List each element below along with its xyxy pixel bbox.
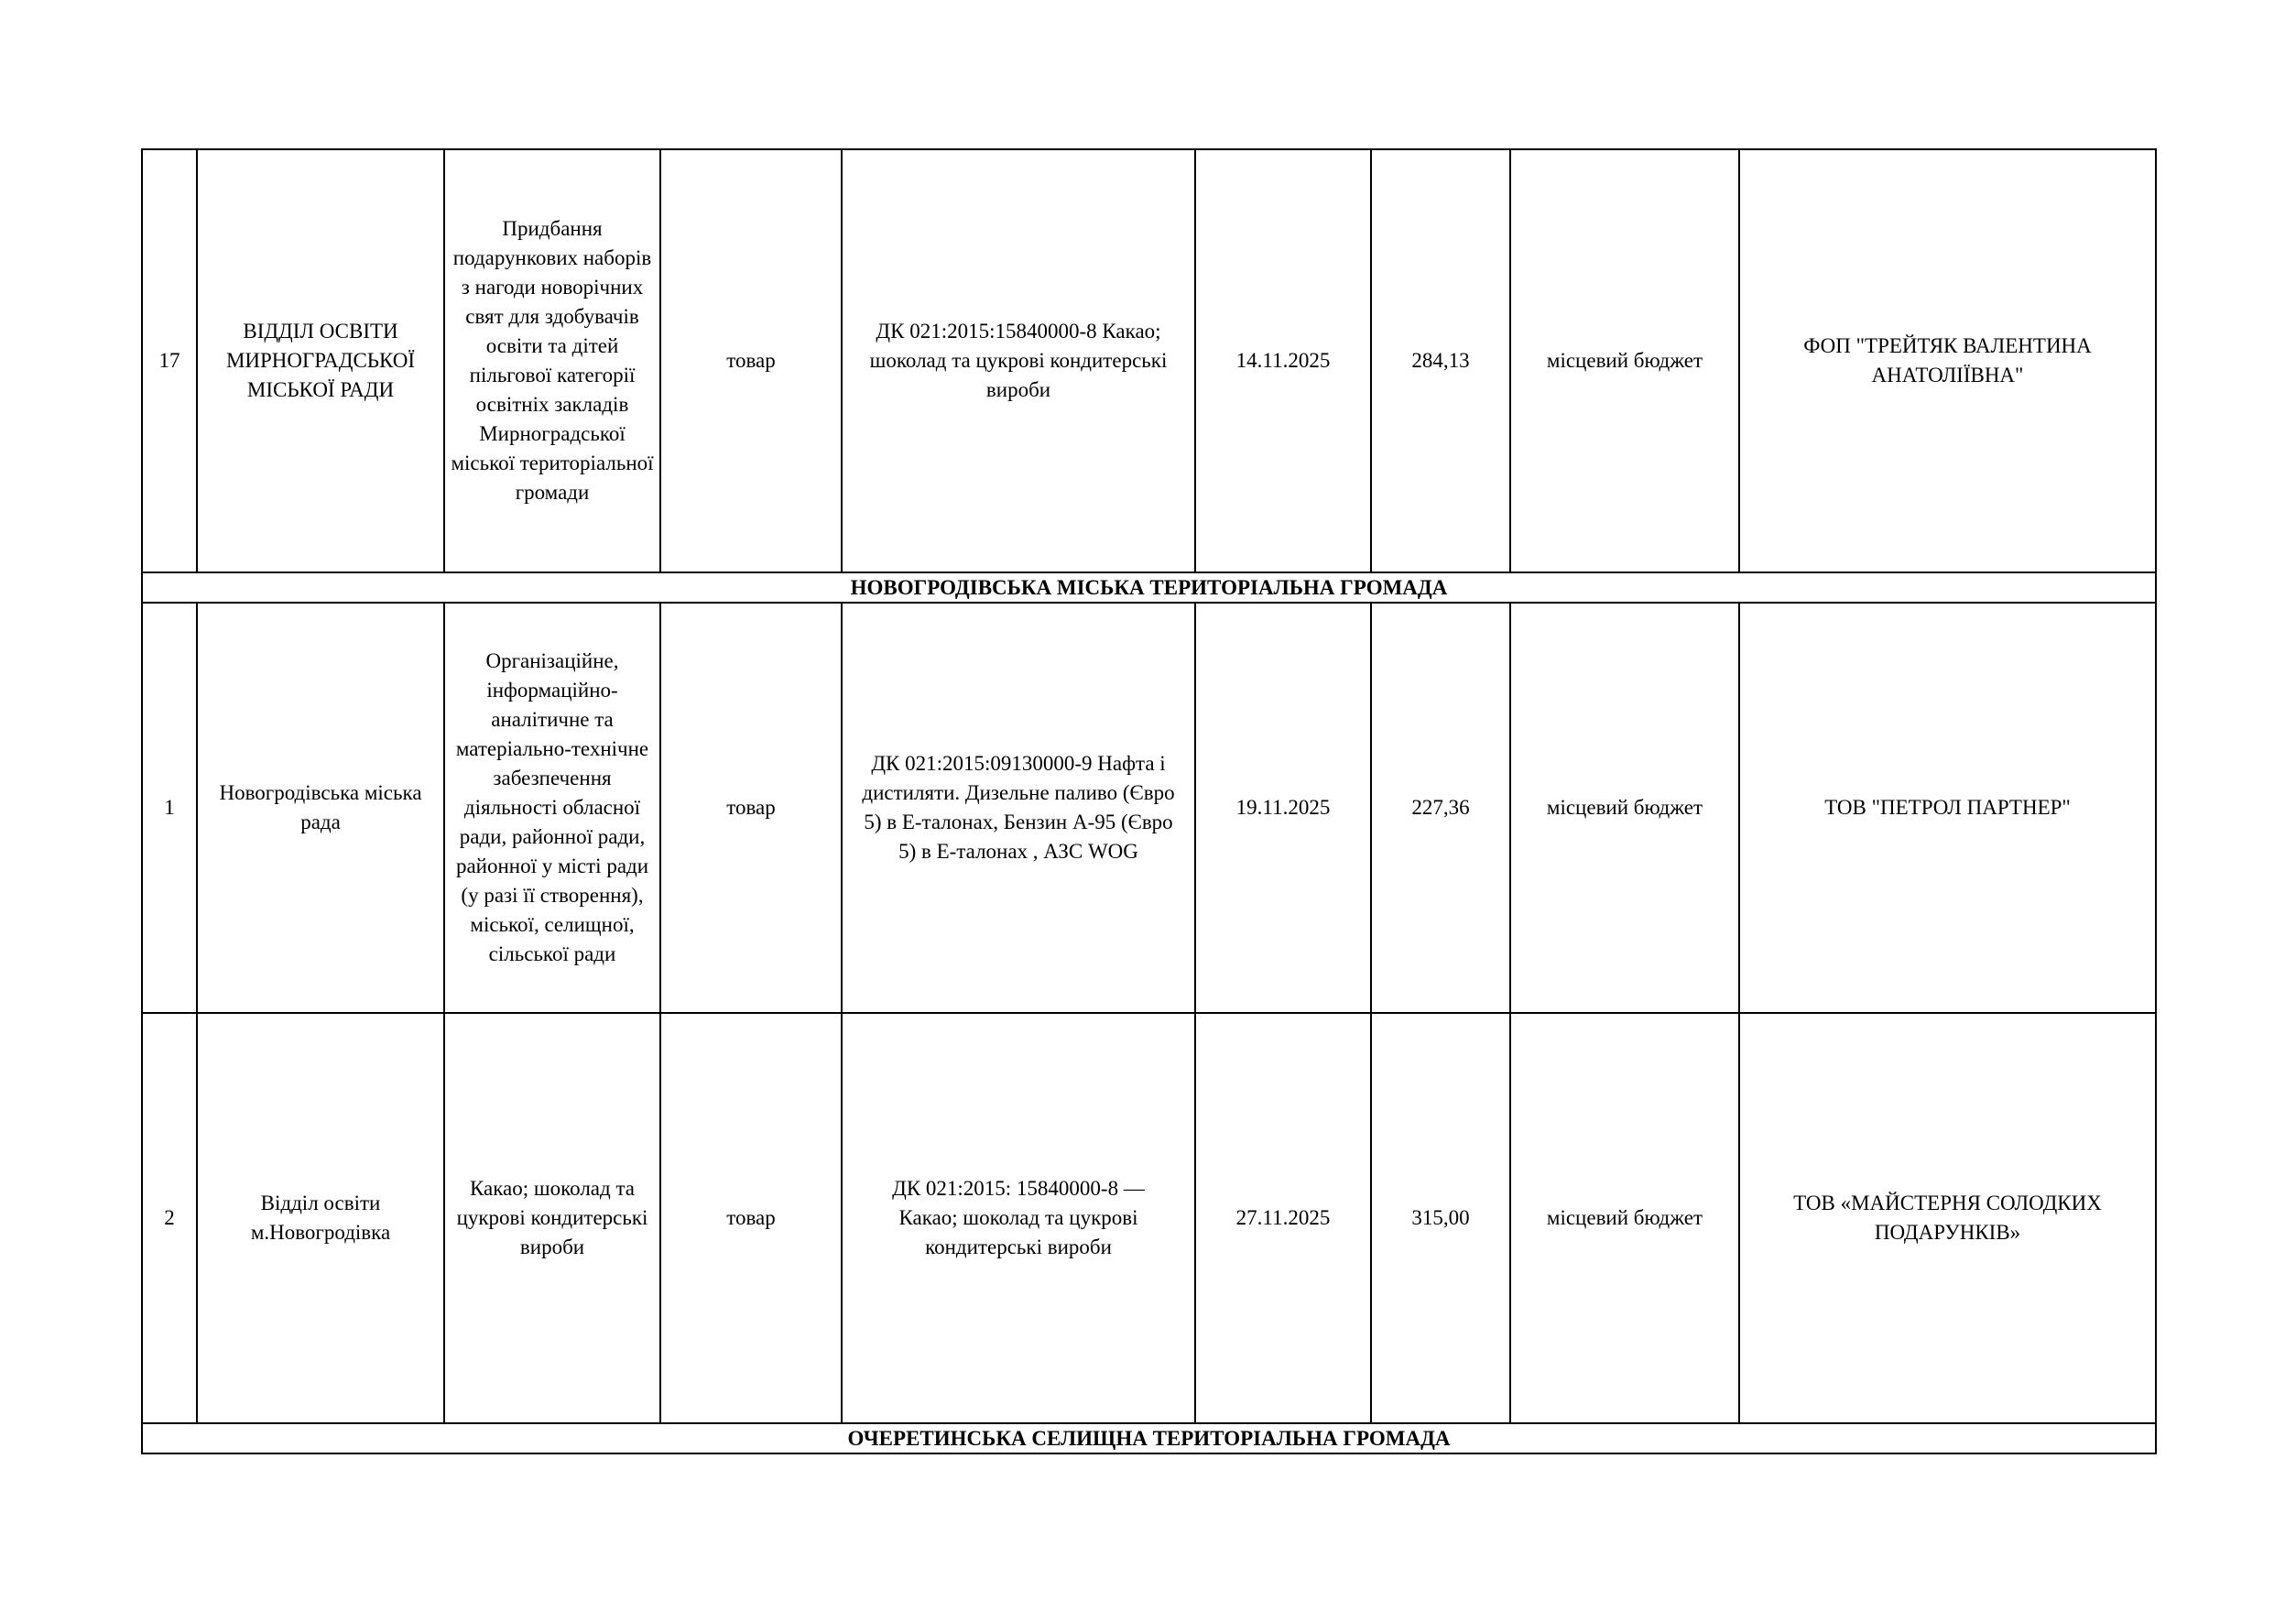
code-cell: ДК 021:2015: 15840000-8 — Какао; шоколад та цукрові кондитерські вироби xyxy=(842,1013,1195,1423)
subject-cell: Какао; шоколад та цукрові кондитерські вироби xyxy=(444,1013,660,1423)
row-number: 2 xyxy=(142,1013,197,1423)
customer-cell: Відділ освіти м.Новогродівка xyxy=(197,1013,444,1423)
code-cell: ДК 021:2015:09130000-9 Нафта і дистиляти. Дизельне паливо (Євро 5) в Е-талонах, Бензин А-95 (Євро 5) в Е-талонах , АЗС WOG xyxy=(842,603,1195,1013)
type-cell: товар xyxy=(660,1013,842,1423)
amount-cell: 227,36 xyxy=(1371,603,1510,1013)
section-header-row xyxy=(142,1423,2156,1453)
funding-source-cell: місцевий бюджет xyxy=(1510,603,1739,1013)
procurement-table xyxy=(141,148,2157,1454)
type-cell: товар xyxy=(660,149,842,572)
date-cell: 27.11.2025 xyxy=(1195,1013,1371,1423)
type-cell: товар xyxy=(660,603,842,1013)
section-header-row xyxy=(142,572,2156,603)
supplier-cell: ТОВ "ПЕТРОЛ ПАРТНЕР" xyxy=(1739,603,2156,1013)
funding-source-cell: місцевий бюджет xyxy=(1510,149,1739,572)
row-number: 1 xyxy=(142,603,197,1013)
customer-cell: Новогродівська міська рада xyxy=(197,603,444,1013)
section-title: НОВОГРОДІВСЬКА МІСЬКА ТЕРИТОРІАЛЬНА ГРОМАДА xyxy=(142,572,2156,603)
row-number: 17 xyxy=(142,149,197,572)
amount-cell: 284,13 xyxy=(1371,149,1510,572)
funding-source-cell: місцевий бюджет xyxy=(1510,1013,1739,1423)
table-row xyxy=(142,603,2156,1013)
supplier-cell: ФОП "ТРЕЙТЯК ВАЛЕНТИНА АНАТОЛІЇВНА" xyxy=(1739,149,2156,572)
table-row xyxy=(142,1013,2156,1423)
subject-cell: Організаційне, інформаційно-аналітичне та матеріально-технічне забезпечення діяльності обласної ради, районної ради, районної у місті ради (у разі її створення), міської, селищної, сільської ради xyxy=(444,603,660,1013)
subject-cell: Придбання подарункових наборів з нагоди новорічних свят для здобувачів освіти та дітей пільгової категорії освітніх закладів Мирноградської міської територіальної громади xyxy=(444,149,660,572)
supplier-cell: ТОВ «МАЙСТЕРНЯ СОЛОДКИХ ПОДАРУНКІВ» xyxy=(1739,1013,2156,1423)
date-cell: 14.11.2025 xyxy=(1195,149,1371,572)
amount-cell: 315,00 xyxy=(1371,1013,1510,1423)
table-row xyxy=(142,149,2156,572)
code-cell: ДК 021:2015:15840000-8 Какао; шоколад та цукрові кондитерські вироби xyxy=(842,149,1195,572)
date-cell: 19.11.2025 xyxy=(1195,603,1371,1013)
section-title: ОЧЕРЕТИНСЬКА СЕЛИЩНА ТЕРИТОРІАЛЬНА ГРОМАДА xyxy=(142,1423,2156,1453)
customer-cell: ВІДДІЛ ОСВІТИ МИРНОГРАДСЬКОЇ МІСЬКОЇ РАДИ xyxy=(197,149,444,572)
